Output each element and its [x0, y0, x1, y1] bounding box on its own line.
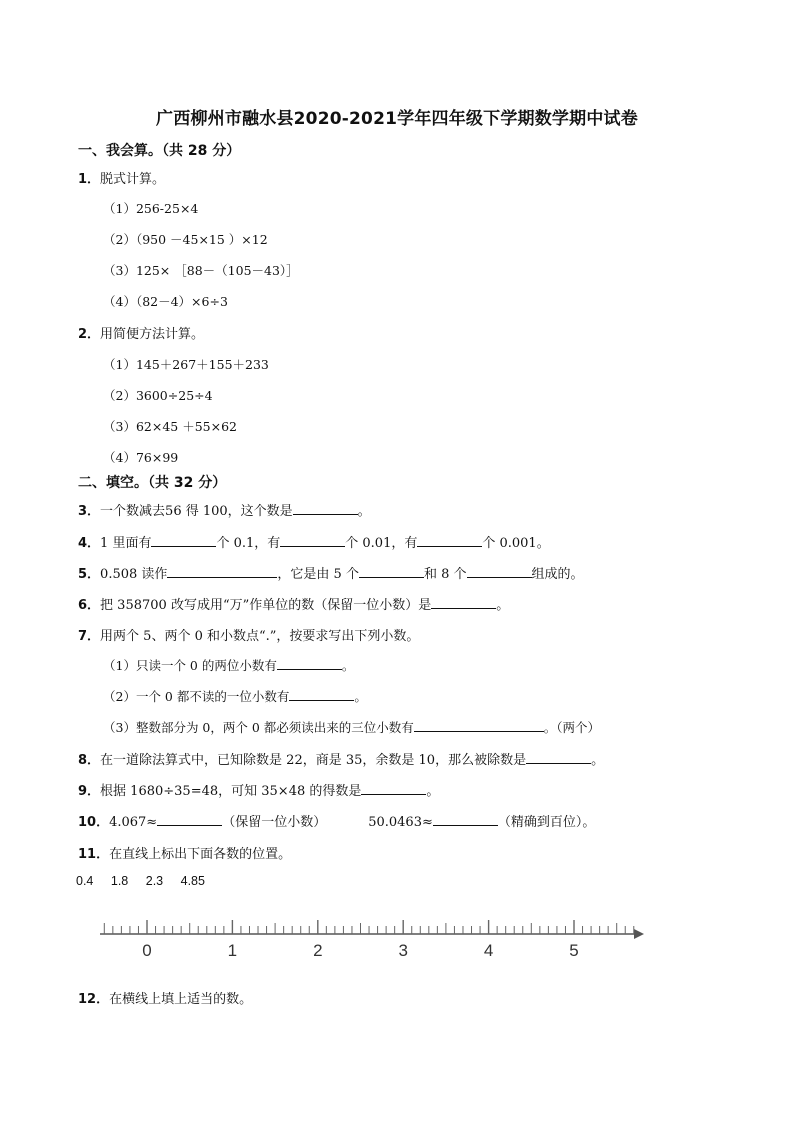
question-number: 1．	[78, 172, 101, 187]
q1-item-2: （2）（950 －45×15 ）×12	[103, 232, 268, 247]
question-text: 。	[341, 658, 355, 673]
question-text: 把 358700 改写成用“万”作单位的数（保留一位小数）是	[100, 598, 432, 613]
answer-blank[interactable]	[289, 688, 354, 701]
question-7	[78, 625, 419, 644]
answer-blank[interactable]	[414, 719, 544, 732]
number-line	[94, 906, 650, 968]
question-text: 50.0463≈	[368, 815, 433, 830]
answer-blank[interactable]	[361, 782, 426, 795]
axis-label: 4	[483, 941, 494, 960]
question-number: 2．	[78, 327, 101, 342]
question-text: 1 里面有	[100, 536, 152, 551]
axis-label: 1	[227, 941, 238, 960]
number-item: 2.3	[145, 874, 164, 888]
question-text: 用两个 5、两个 0 和小数点“.”，按要求写出下列小数。	[100, 629, 420, 644]
question-number: 3．	[78, 504, 101, 519]
question-text: 个 0.001。	[482, 536, 550, 551]
question-text: 在直线上标出下面各数的位置。	[109, 847, 292, 862]
answer-blank[interactable]	[157, 813, 222, 826]
answer-blank[interactable]	[433, 813, 498, 826]
q2-item-3: （3）62×45 ＋55×62	[103, 419, 237, 434]
q1-item-3: （3）125× ［88－（105－43）］	[103, 263, 299, 278]
section-heading-1: 一、我会算。（共 28 分）	[78, 143, 241, 159]
question-number: 7．	[78, 629, 101, 644]
answer-blank[interactable]	[280, 534, 345, 547]
answer-blank[interactable]	[417, 534, 482, 547]
question-text: 。	[426, 784, 440, 799]
answer-blank[interactable]	[526, 751, 591, 764]
answer-blank[interactable]	[167, 565, 277, 578]
question-text: 4.067≈	[109, 815, 158, 830]
question-text: 。	[357, 504, 371, 519]
question-number: 8．	[78, 753, 101, 768]
question-text: 脱式计算。	[100, 172, 166, 187]
question-number: 5．	[78, 567, 101, 582]
question-11	[78, 843, 291, 862]
question-6	[78, 594, 509, 613]
answer-blank[interactable]	[467, 565, 532, 578]
section-heading-2: 二、填空。（共 32 分）	[78, 475, 227, 491]
q7-item-1	[103, 656, 354, 674]
answer-blank[interactable]	[277, 657, 342, 670]
question-number: 10．	[78, 815, 110, 830]
question-text: 。	[591, 753, 605, 768]
question-text: 个 0.1，有	[216, 536, 281, 551]
question-text: 在横线上填上适当的数。	[109, 992, 253, 1007]
answer-blank[interactable]	[359, 565, 424, 578]
question-number: 11．	[78, 847, 110, 862]
question-text: （3）整数部分为 0，两个 0 都必须读出来的三位小数有	[103, 720, 414, 735]
axis-label: 3	[398, 941, 408, 960]
question-text: 组成的。	[531, 567, 584, 582]
axis-label: 0	[142, 941, 152, 960]
number-item: 0.4	[76, 874, 94, 888]
q7-item-2	[103, 687, 367, 705]
question-text: 。	[496, 598, 510, 613]
arrow-head	[634, 929, 644, 939]
question-number: 4．	[78, 536, 101, 551]
question-number: 9．	[78, 784, 101, 799]
question-text: （精确到百位）。	[497, 815, 596, 830]
question-4	[78, 532, 550, 551]
question-text: 一个数减去56 得 100，这个数是	[100, 504, 293, 519]
question-8	[78, 749, 604, 768]
question-text: 和 8 个	[423, 567, 467, 582]
q1-item-1: （1）256-25×4	[103, 201, 199, 216]
question-2	[78, 323, 204, 342]
question-text: ，它是由 5 个	[277, 567, 359, 582]
q7-item-3	[103, 718, 600, 736]
axis-label: 2	[313, 941, 323, 960]
answer-blank[interactable]	[151, 534, 216, 547]
q2-item-2: （2）3600÷25÷4	[103, 388, 213, 403]
question-10	[78, 811, 595, 830]
question-number: 12．	[78, 992, 110, 1007]
question-1	[78, 168, 165, 187]
question-3	[78, 500, 371, 519]
question-text: （保留一位小数）	[222, 815, 327, 830]
question-text: 。	[354, 689, 367, 704]
number-item: 1.8	[110, 874, 129, 888]
question-5	[78, 563, 584, 582]
axis-label: 5	[569, 941, 579, 960]
question-text: 在一道除法算式中，已知除数是 22，商是 35，余数是 10，那么被除数是	[100, 753, 527, 768]
question-text: 个 0.01，有	[345, 536, 418, 551]
question-number: 6．	[78, 598, 101, 613]
answer-blank[interactable]	[293, 502, 358, 515]
question-text: 。（两个）	[543, 720, 601, 735]
q2-item-4: （4）76×99	[103, 450, 179, 465]
question-text: 根据 1680÷35=48，可知 35×48 的得数是	[100, 784, 362, 799]
question-12	[78, 988, 252, 1007]
question-text: （1）只读一个 0 的两位小数有	[103, 658, 277, 673]
question-9	[78, 780, 439, 799]
q1-item-4: （4）（82－4）×6÷3	[103, 294, 228, 309]
tick-group	[104, 920, 633, 934]
question-text: 0.508 读作	[100, 567, 168, 582]
question-text: （2）一个 0 都不读的一位小数有	[103, 689, 290, 704]
q2-item-1: （1）145＋267＋155＋233	[103, 357, 269, 372]
answer-blank[interactable]	[431, 596, 496, 609]
axis-label-group	[142, 941, 578, 960]
number-item: 4.85	[180, 874, 205, 888]
page-title: 广西柳州市融水县2020-2021学年四年级下学期数学期中试卷	[156, 109, 638, 129]
number-list	[76, 874, 219, 888]
question-text: 用简便方法计算。	[100, 327, 205, 342]
